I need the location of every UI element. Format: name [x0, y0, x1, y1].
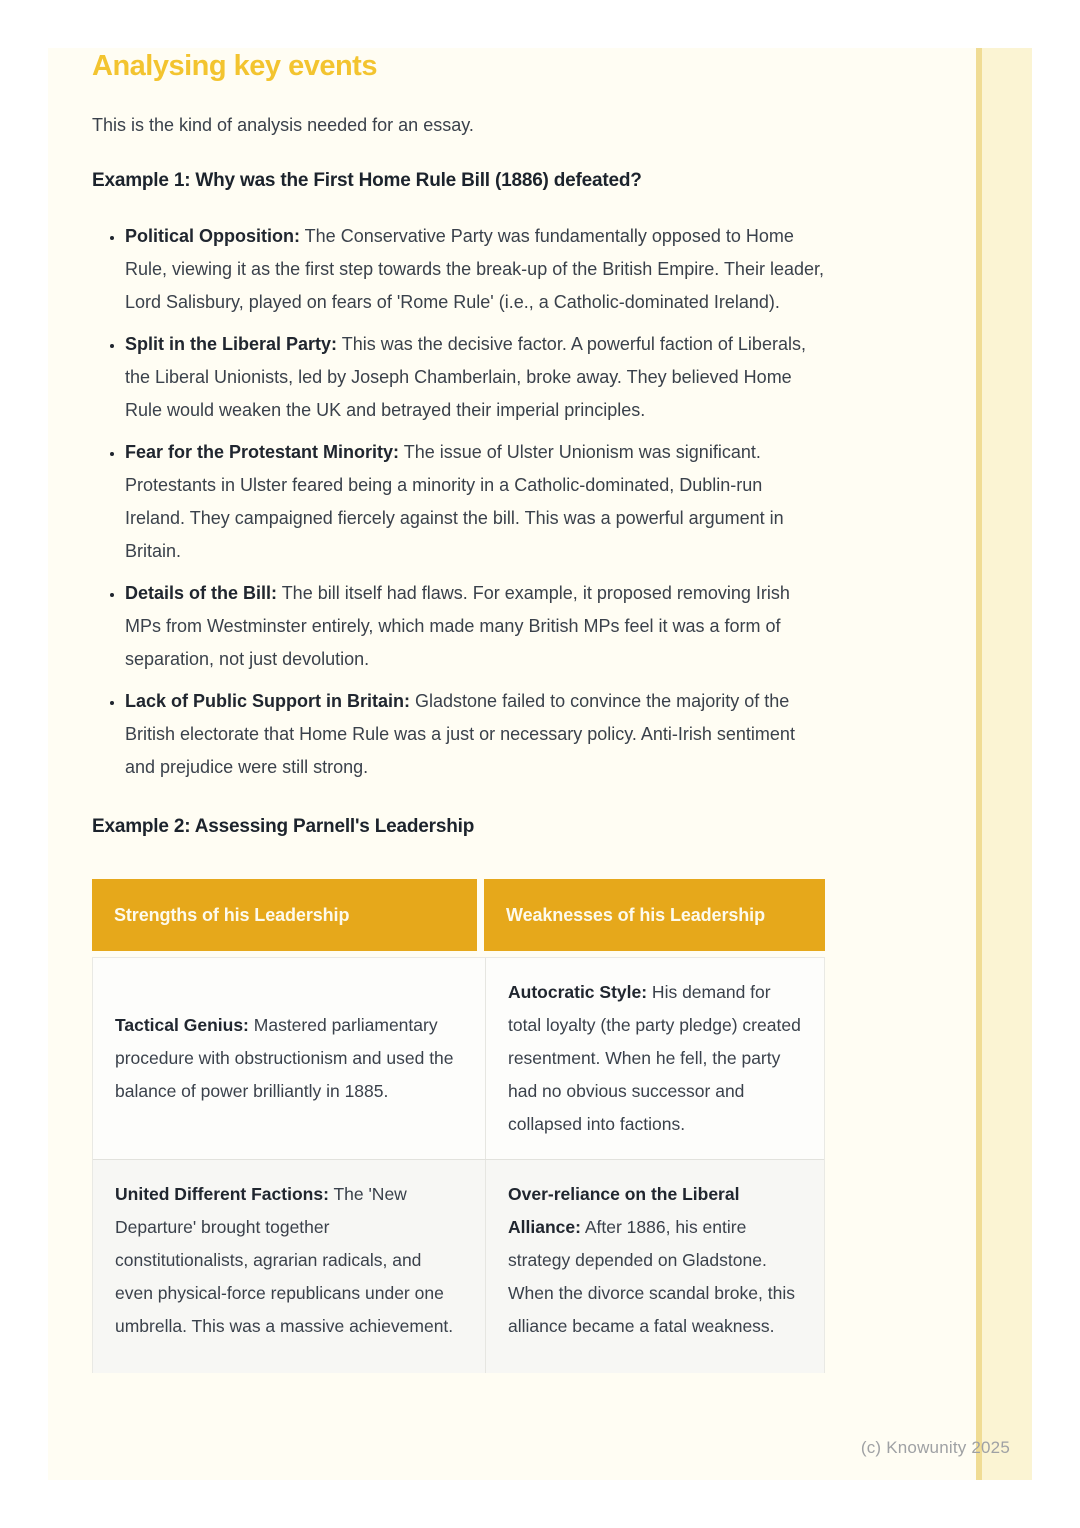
- list-item: [125, 328, 827, 427]
- intro-paragraph: This is the kind of analysis needed for an essay.: [92, 115, 474, 135]
- table-header-weaknesses: Weaknesses of his Leadership: [484, 879, 825, 951]
- cell-paragraph: [508, 976, 802, 1141]
- list-item-text: The bill itself had flaws. For example, it proposed removing Irish MPs from Westminster entirely, which made many British MPs feel it was a form of separation, not just devolution.: [125, 583, 790, 669]
- watermark: (c) Knowunity 2025: [860, 1438, 1010, 1457]
- list-item: [125, 685, 827, 784]
- table-row: [93, 958, 824, 1159]
- cell-text: Mastered parliamentary procedure with obstructionism and used the balance of power brilliantly in 1885.: [115, 1015, 454, 1101]
- list-item: [125, 577, 827, 676]
- document-content: [48, 48, 827, 1373]
- list-item-label: Fear for the Protestant Minority:: [125, 442, 400, 462]
- page-title: Analysing key events: [92, 50, 377, 82]
- list-item-text: This was the decisive factor. A powerful faction of Liberals, the Liberal Unionists, led by Joseph Chamberlain, broke away. They believed Home Rule would weaken the UK and betrayed their imperial principles.: [125, 334, 806, 420]
- cell-text: The 'New Departure' brought together constitutionalists, agrarian radicals, and even physical-force republicans under one umbrella. This was a massive achievement.: [115, 1184, 454, 1336]
- list-item-label: Lack of Public Support in Britain:: [125, 691, 411, 711]
- cell-label: Tactical Genius:: [115, 1015, 249, 1035]
- leadership-table: [92, 879, 825, 1373]
- cell-paragraph: [115, 1009, 463, 1108]
- cell-text: After 1886, his entire strategy depended on Gladstone. When the divorce scandal broke, this alliance became a fatal weakness.: [508, 1217, 795, 1336]
- cell-label: Autocratic Style:: [508, 982, 648, 1002]
- table-cell: [485, 958, 824, 1159]
- table-body: [92, 957, 825, 1373]
- table-row: [93, 1159, 824, 1373]
- table-header-row: [92, 879, 825, 951]
- cell-paragraph: [508, 1178, 802, 1343]
- list-item-label: Split in the Liberal Party:: [125, 334, 338, 354]
- list-item-text: Gladstone failed to convince the majority of the British electorate that Home Rule was a just or necessary policy. Anti-Irish sentiment and prejudice were still strong.: [125, 691, 795, 777]
- cell-paragraph: [115, 1178, 463, 1343]
- table-cell: [93, 958, 485, 1159]
- table-cell: [93, 1160, 485, 1373]
- list-item: [125, 436, 827, 568]
- table-cell: [485, 1160, 824, 1373]
- example1-heading: Example 1: Why was the First Home Rule Bill (1886) defeated?: [92, 170, 642, 191]
- list-item-label: Political Opposition:: [125, 226, 300, 246]
- document-page: [48, 48, 1032, 1480]
- list-item: [125, 220, 827, 319]
- defeat-reasons-list: [92, 220, 827, 784]
- list-item-text: The Conservative Party was fundamentally opposed to Home Rule, viewing it as the first step towards the break-up of the British Empire. Their leader, Lord Salisbury, played on fears of 'Rome Rule' (i.e., a Catholic-dominated Ireland).: [125, 226, 824, 312]
- right-accent-band: [976, 48, 1032, 1480]
- list-item-label: Details of the Bill:: [125, 583, 278, 603]
- cell-label: Over-reliance on the Liberal Alliance:: [508, 1184, 740, 1237]
- list-item-text: The issue of Ulster Unionism was significant. Protestants in Ulster feared being a minority in a Catholic-dominated, Dublin-run Ireland. They campaigned fiercely against the bill. This was a powerful argument in Britain.: [125, 442, 784, 561]
- table-header-strengths: Strengths of his Leadership: [92, 879, 477, 951]
- cell-label: United Different Factions:: [115, 1184, 329, 1204]
- cell-text: His demand for total loyalty (the party pledge) created resentment. When he fell, the party had no obvious successor and collapsed into factions.: [508, 982, 801, 1134]
- example2-heading: Example 2: Assessing Parnell's Leadership: [92, 816, 475, 837]
